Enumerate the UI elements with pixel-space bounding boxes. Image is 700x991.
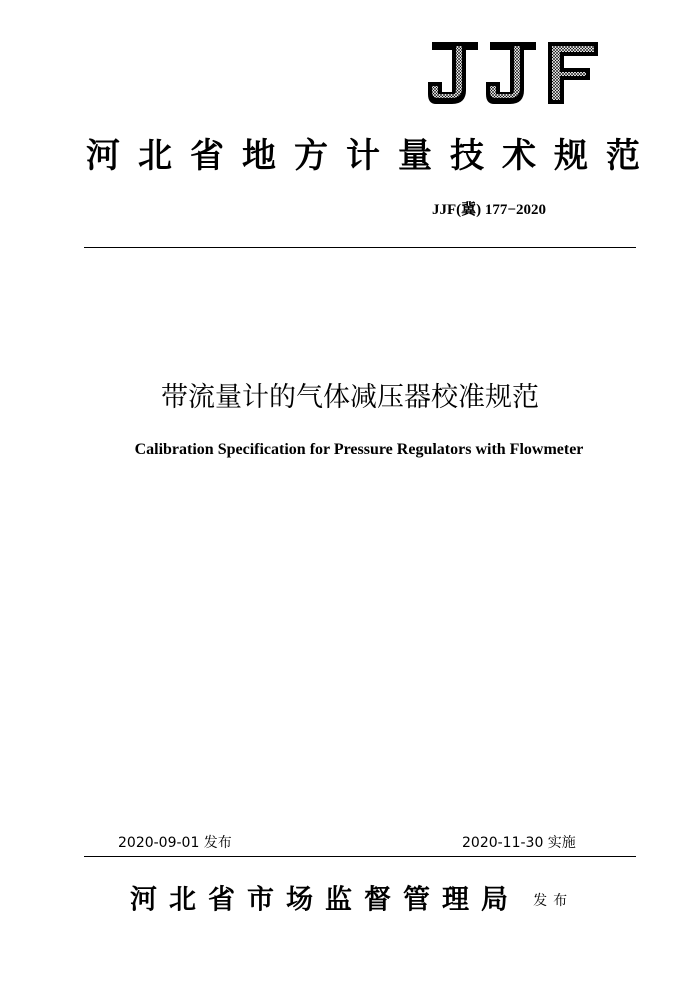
document-title-en: Calibration Specification for Pressure Regulators with Flowmeter	[134, 441, 584, 458]
footer-divider	[84, 856, 636, 857]
jjf-logo-icon	[426, 38, 600, 110]
header-divider	[84, 247, 636, 248]
logo-letter-f	[548, 42, 598, 104]
issue-date: 2020-09-01 发布	[118, 835, 232, 851]
logo-letter-j2	[486, 42, 536, 104]
issuer	[130, 880, 573, 921]
document-title-cn: 带流量计的气体减压器校准规范	[161, 382, 539, 413]
doc-number: JJF(冀) 177−2020	[432, 202, 546, 218]
org-title: 河北省地方计量技术规范	[86, 136, 658, 176]
logo-letter-j1	[428, 42, 478, 104]
issuer-suffix: 发布	[533, 892, 574, 909]
effective-date: 2020-11-30 实施	[462, 835, 576, 851]
issuer-name: 河北省市场监督管理局	[130, 884, 520, 916]
